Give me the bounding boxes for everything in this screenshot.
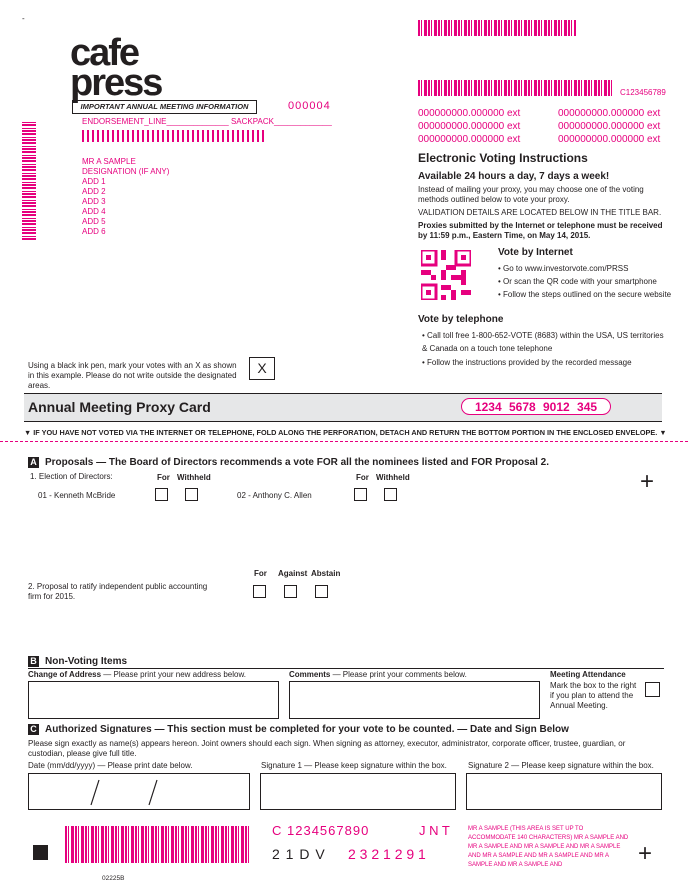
election-label: 1. Election of Directors: xyxy=(30,472,113,481)
phone-step: • Call toll free 1-800-652-VOTE (8683) within the USA, US territories & Canada on a touch tone telephone xyxy=(422,331,664,353)
phone-step: • Follow the instructions provided by the recorded message xyxy=(422,358,632,367)
voting-intro: Instead of mailing your proxy, you may choose one of the voting methods outlined below to vote your proxy. xyxy=(418,185,644,204)
nominee-2-for-checkbox[interactable] xyxy=(354,488,367,501)
for-label: For xyxy=(157,473,170,482)
voting-title: Electronic Voting Instructions xyxy=(418,151,588,165)
bottom-barcode xyxy=(65,826,249,863)
electronic-voting-instructions xyxy=(418,151,663,241)
proposal-2-text: 2. Proposal to ratify independent public accounting firm for 2015. xyxy=(28,582,208,601)
example-mark-box: X xyxy=(249,357,275,380)
registration-square xyxy=(33,845,48,860)
telephone-voting: Vote by telephone • Call toll free 1-800-652-VOTE (8683) within the USA, US territories & Canada on a touch tone telephone • Follow the instructions provided by the recorded message xyxy=(418,314,668,369)
footer-jnt: J N T xyxy=(419,823,450,838)
internet-step: • Go to www.investorvote.com/PRSS xyxy=(498,264,629,273)
nominee-1-withheld-checkbox[interactable] xyxy=(185,488,198,501)
nominee-2: 02 - Anthony C. Allen xyxy=(237,491,312,500)
nominee-1-for-checkbox[interactable] xyxy=(155,488,168,501)
comments-label: Comments — Please print your comments below. xyxy=(289,670,467,679)
signature-1-input[interactable] xyxy=(260,773,456,810)
ink-instructions: Using a black ink pen, mark your votes with an X as shown in this example. Please do not write outside the designated areas. xyxy=(28,361,237,390)
abstain-label: Abstain xyxy=(311,569,341,578)
perforation-line xyxy=(0,441,688,442)
fold-instruction: ▼ IF YOU HAVE NOT VOTED VIA THE INTERNET OR TELEPHONE, FOLD ALONG THE PERFORATION, DETACH AND RETURN THE BOTTOM PORTION IN THE ENCLOSED ENVELOPE. ▼ xyxy=(24,428,667,437)
proposal-2-abstain-checkbox[interactable] xyxy=(315,585,328,598)
against-label: Against xyxy=(278,569,308,578)
proposals-heading: A Proposals — The Board of Directors recommends a vote FOR all the nominees listed and FOR Proposal 2. xyxy=(28,457,549,468)
signature-instructions: Please sign exactly as name(s) appears hereon. Joint owners should each sign. When signing as attorney, executor, administrator, corporate officer, trustee, guardian, or custodian, please give full title. xyxy=(28,739,626,758)
change-address-label: Change of Address — Please print your new address below. xyxy=(28,670,247,679)
sample-text: MR A SAMPLE (THIS AREA IS SET UP TO ACCOMMODATE 140 CHARACTERS) MR A SAMPLE AND MR A SAMPLE AND MR A SAMPLE AND MR A SAMPLE AND MR A SAMPLE AND MR A SAMPLE AND MR A SAMPLE AND MR A SAMPLE AND xyxy=(468,826,629,868)
postal-barcode xyxy=(82,130,265,142)
proposal-2-for-checkbox[interactable] xyxy=(253,585,266,598)
endorsement-line: ENDORSEMENT_LINE______________ SACKPACK_____________ xyxy=(82,117,332,126)
title-bar xyxy=(24,393,662,422)
proposal-2-against-checkbox[interactable] xyxy=(284,585,297,598)
signature-2-label: Signature 2 — Please keep signature within the box. xyxy=(468,761,654,770)
comments-input[interactable] xyxy=(289,681,540,719)
for-label: For xyxy=(254,569,267,578)
for-label: For xyxy=(356,473,369,482)
important-info-box: IMPORTANT ANNUAL MEETING INFORMATION xyxy=(72,100,257,114)
nominee-2-withheld-checkbox[interactable] xyxy=(384,488,397,501)
form-code: 02225B xyxy=(102,875,125,882)
withheld-label: Withheld xyxy=(177,473,211,482)
mailing-address: MR A SAMPLE DESIGNATION (IF ANY) ADD 1 ADD 2 ADD 3 ADD 4 ADD 5 ADD 6 xyxy=(82,157,170,236)
company-logo: cafe press xyxy=(70,32,162,104)
footer-code-left: 2 1 D V xyxy=(272,846,326,862)
internet-step: • Or scan the QR code with your smartphone xyxy=(498,277,657,286)
signatures-heading: C Authorized Signatures — This section must be completed for your vote to be counted. — Date and Sign Below xyxy=(28,724,569,735)
internet-voting: Vote by Internet • Go to www.investorvote.com/PRSS • Or scan the QR code with your smartphone • Follow the steps outlined on the secure website xyxy=(498,247,672,299)
top-barcode xyxy=(418,20,576,36)
date-input[interactable] xyxy=(28,773,250,810)
footer-code: C 1234567890 xyxy=(272,823,370,838)
plus-mark: + xyxy=(640,468,655,495)
change-address-input[interactable] xyxy=(28,681,279,719)
meeting-attendance-checkbox[interactable] xyxy=(645,682,660,697)
voting-validation: VALIDATION DETAILS ARE LOCATED BELOW IN THE TITLE BAR. xyxy=(418,208,662,217)
footer-code-right: 2 3 2 1 2 9 1 xyxy=(348,846,426,862)
control-numbers: 000000000.000000 ext 000000000.000000 ext 000000000.000000 ext 000000000.000000 ext 000000000.000000 ext 000000000.000000 ext xyxy=(418,108,661,145)
sequence-number: 000004 xyxy=(288,100,331,112)
voting-availability: Available 24 hours a day, 7 days a week! xyxy=(418,171,610,182)
withheld-label: Withheld xyxy=(376,473,410,482)
vertical-barcode xyxy=(22,122,36,240)
nominee-1: 01 - Kenneth McBride xyxy=(38,491,116,500)
meeting-attendance: Meeting Attendance Mark the box to the right if you plan to attend the Annual Meeting. xyxy=(550,670,637,710)
barcode-id: C123456789 xyxy=(620,88,666,97)
signature-1-label: Signature 1 — Please keep signature within the box. xyxy=(261,761,447,770)
plus-mark: + xyxy=(638,840,653,867)
date-separators xyxy=(29,774,251,811)
validation-code: 1234 5678 9012 345 xyxy=(461,398,611,415)
voting-deadline: Proxies submitted by the Internet or telephone must be received by 11:59 p.m., Eastern Time, on May 14, 2015. xyxy=(418,221,663,240)
date-label: Date (mm/dd/yyyy) — Please print date below. xyxy=(28,761,193,770)
qr-code-icon[interactable] xyxy=(421,250,471,300)
id-barcode xyxy=(418,80,614,96)
corner-mark: - xyxy=(22,14,25,23)
section-divider xyxy=(28,668,664,669)
signature-2-input[interactable] xyxy=(466,773,662,810)
card-title: Annual Meeting Proxy Card xyxy=(28,399,211,415)
non-voting-heading: B Non-Voting Items xyxy=(28,656,127,667)
internet-step: • Follow the steps outlined on the secure website xyxy=(498,290,672,299)
